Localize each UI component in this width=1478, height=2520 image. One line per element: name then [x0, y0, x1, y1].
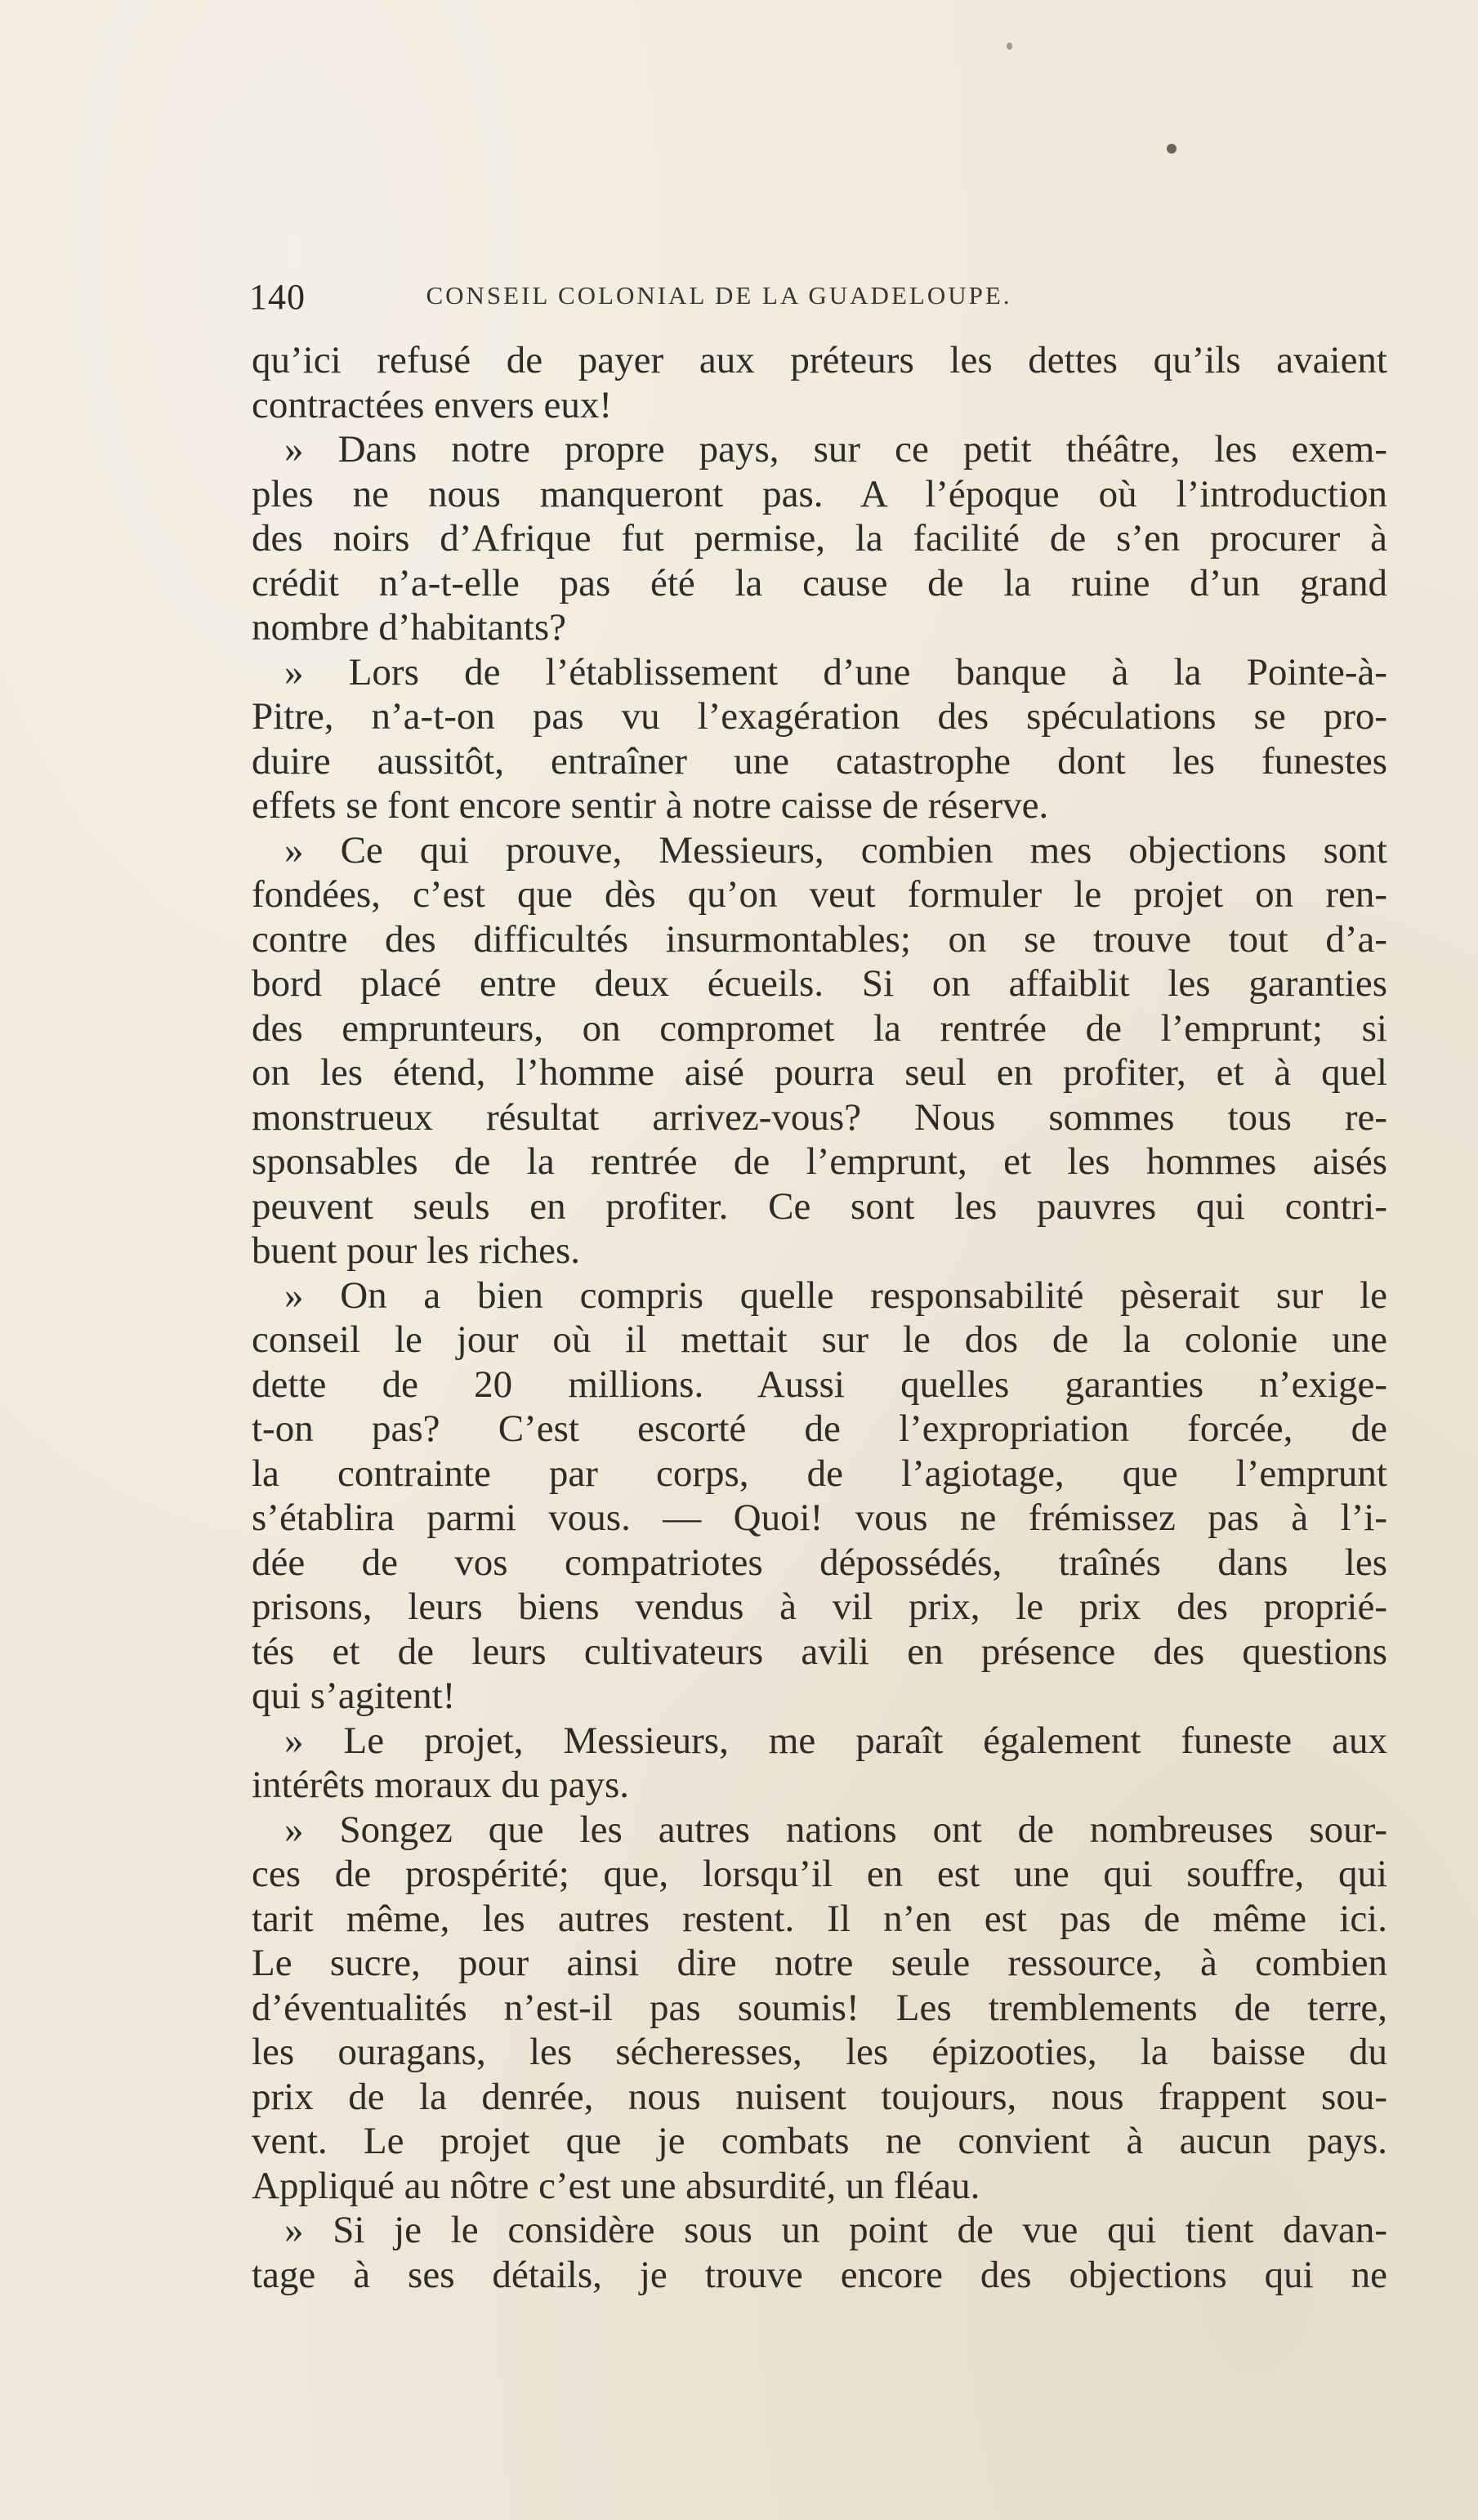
text-line: crédit n’a-t-elle pas été la cause de la ruine d’un grand — [252, 561, 1387, 604]
text-line: t-on pas? C’est escorté de l’expropriation forcée, de — [252, 1407, 1387, 1450]
running-title: CONSEIL COLONIAL DE LA GUADELOUPE. — [426, 281, 1012, 310]
running-head — [249, 276, 1156, 325]
text-line: ples ne nous manqueront pas. A l’époque où l’introduction — [252, 472, 1387, 515]
text-line: » On a bien compris quelle responsabilité pèserait sur le — [284, 1273, 1387, 1317]
text-line: qu’ici refusé de payer aux préteurs les dettes qu’ils avaient — [252, 339, 1387, 381]
text-line: monstrueux résultat arrivez-vous? Nous sommes tous re- — [252, 1095, 1387, 1139]
text-line: Pitre, n’a-t-on pas vu l’exagération des spéculations se pro- — [252, 695, 1387, 738]
text-line: » Ce qui prouve, Messieurs, combien mes objections sont — [284, 828, 1387, 872]
paper-speck — [1007, 42, 1012, 50]
text-line: tage à ses détails, je trouve encore des objections qui ne — [252, 2253, 1387, 2296]
text-line: d’éventualités n’est-il pas soumis! Les tremblements de terre, — [252, 1986, 1387, 2029]
text-line: la contrainte par corps, de l’agiotage, que l’emprunt — [252, 1452, 1387, 1495]
text-line: » Le projet, Messieurs, me paraît également funeste aux — [284, 1719, 1387, 1762]
text-line: dette de 20 millions. Aussi quelles garanties n’exige- — [252, 1363, 1387, 1406]
text-line: les ouragans, les sécheresses, les épizooties, la baisse du — [252, 2031, 1387, 2073]
text-line: contre des difficultés insurmontables; on se trouve tout d’a- — [252, 917, 1387, 961]
text-line: vent. Le projet que je combats ne convient à aucun pays. — [252, 2120, 1387, 2162]
text-line: » Songez que les autres nations ont de nombreuses sour- — [284, 1808, 1387, 1851]
text-line: intérêts moraux du pays. — [252, 1764, 630, 1806]
text-line: conseil le jour où il mettait sur le dos de la colonie une — [252, 1318, 1387, 1361]
text-line: qui s’agitent! — [252, 1675, 456, 1717]
text-line: contractées envers eux! — [252, 383, 613, 426]
text-line: peuvent seuls en profiter. Ce sont les pauvres qui contri- — [252, 1184, 1387, 1228]
text-line: tarit même, les autres restent. Il n’en est pas de même ici. — [252, 1897, 1387, 1940]
text-line: duire aussitôt, entraîner une catastrophe dont les funestes — [252, 739, 1387, 783]
text-line: buent pour les riches. — [252, 1229, 581, 1272]
page-number: 140 — [249, 277, 306, 317]
paper-speck — [1167, 144, 1177, 154]
text-line: ces de prospérité; que, lorsqu’il en est une qui souffre, qui — [252, 1853, 1387, 1895]
text-line: prisons, leurs biens vendus à vil prix, le prix des proprié- — [252, 1586, 1387, 1628]
text-line: nombre d’habitants? — [252, 606, 567, 649]
text-line: » Dans notre propre pays, sur ce petit théâtre, les exem- — [284, 428, 1387, 471]
text-line: prix de la denrée, nous nuisent toujours, nous frappent sou- — [252, 2075, 1387, 2118]
text-line: » Lors de l’établissement d’une banque à la Pointe-à- — [284, 650, 1387, 694]
text-line: des emprunteurs, on compromet la rentrée de l’emprunt; si — [252, 1006, 1387, 1050]
text-line: fondées, c’est que dès qu’on veut formuler le projet on ren- — [252, 873, 1387, 916]
text-line: s’établira parmi vous. — Quoi! vous ne frémissez pas à l’i- — [252, 1496, 1387, 1539]
text-line: on les étend, l’homme aisé pourra seul en profiter, et à quel — [252, 1051, 1387, 1094]
body-text — [252, 338, 1387, 2297]
text-line: effets se font encore sentir à notre caisse de réserve. — [252, 784, 1049, 827]
text-line: sponsables de la rentrée de l’emprunt, et les hommes aisés — [252, 1140, 1387, 1183]
text-line: Le sucre, pour ainsi dire notre seule ressource, à combien — [252, 1942, 1387, 1984]
text-line: » Si je le considère sous un point de vue qui tient davan- — [284, 2209, 1387, 2251]
text-line: Appliqué au nôtre c’est une absurdité, un fléau. — [252, 2164, 980, 2207]
text-line: dée de vos compatriotes dépossédés, traînés dans les — [252, 1541, 1387, 1584]
text-line: bord placé entre deux écueils. Si on affaiblit les garanties — [252, 962, 1387, 1005]
text-line: des noirs d’Afrique fut permise, la facilité de s’en procurer à — [252, 517, 1387, 560]
text-line: tés et de leurs cultivateurs avili en présence des questions — [252, 1630, 1387, 1673]
